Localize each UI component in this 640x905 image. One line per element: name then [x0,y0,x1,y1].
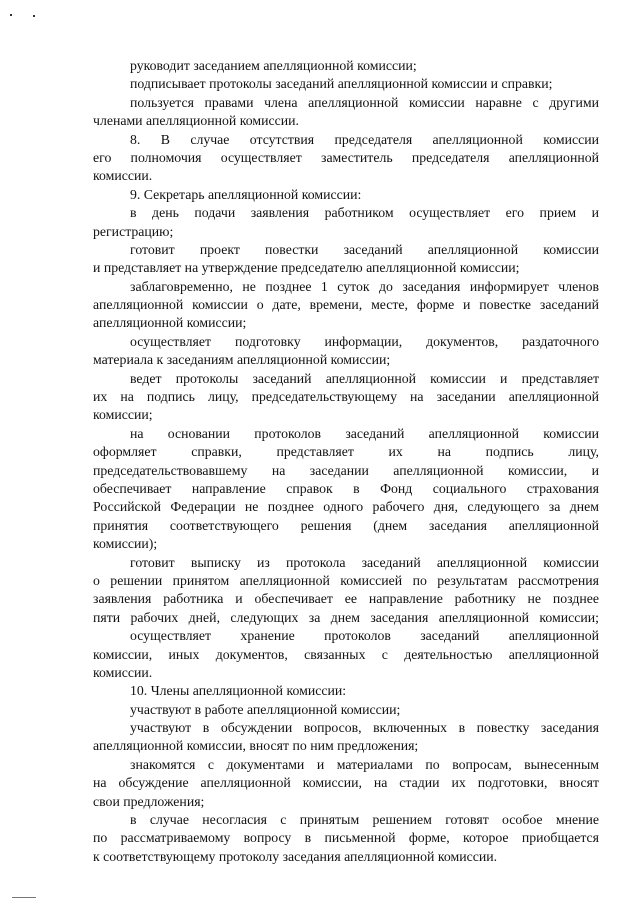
text-line: оформляет справки, представляет их на подпись лицу, [93,444,599,460]
text-line: регистрацию; [93,223,174,239]
paragraph [93,554,599,628]
paragraph [93,811,599,866]
paragraph [93,627,599,682]
text-line: участвуют в обсуждении вопросов, включенных в повестку заседания [130,720,599,736]
text-line: пяти рабочих дней, следующих за днем заседания апелляционной комиссии; [93,609,599,625]
text-line: заявления работника и обеспечивает ее направление работнику не позднее [93,591,599,607]
text-line: к соответствующему протоколу заседания апелляционной комиссии. [93,848,498,864]
text-line: и представляет на утверждение председателю апелляционной комиссии; [93,260,520,276]
document-page [93,57,599,866]
text-line: апелляционной комиссии; [93,315,247,331]
paragraph [93,241,599,278]
text-line: осуществляет подготовку информации, документов, раздаточного [130,333,599,349]
scan-speck [12,897,36,898]
paragraph [93,75,599,93]
paragraph [93,131,599,186]
text-line: руководит заседанием апелляционной комиссии; [130,58,417,73]
paragraph [93,682,599,700]
text-line: апелляционной комиссии о дате, времени, месте, форме и повестке заседаний [93,297,599,313]
paragraph [93,425,599,554]
text-line: комиссии, иных документов, связанных с деятельностью апелляционной [93,646,599,662]
text-line: 10. Члены апелляционной комиссии: [130,683,347,699]
text-line: на основании протоколов заседаний апелляционной комиссии [130,425,599,441]
scan-speck [10,14,12,16]
text-line: осуществляет хранение протоколов заседаний апелляционной [130,628,599,644]
text-line: в день подачи заявления работником осуществляет его прием и [130,205,599,221]
text-line: в случае несогласия с принятым решением готовят особое мнение [130,812,599,828]
text-line: материала к заседаниям апелляционной комиссии; [93,352,391,368]
paragraph [93,719,599,756]
text-line: комиссии; [93,407,153,423]
text-line: ведет протоколы заседаний апелляционной комиссии и представляет [130,370,599,386]
text-line: заблаговременно, не позднее 1 суток до заседания информирует членов [130,278,599,294]
paragraph [93,701,599,719]
text-line: комиссии. [93,664,153,680]
paragraph [93,57,599,75]
text-line: 9. Секретарь апелляционной комиссии: [130,186,362,202]
paragraph [93,278,599,333]
text-line: обеспечивает направление справок в Фонд социального страхования [93,480,599,496]
text-line: их на подпись лицу, председательствующему на заседании апелляционной [93,389,599,405]
text-line: готовит выписку из протокола заседаний апелляционной комиссии [130,554,599,570]
text-line: 8. В случае отсутствия председателя апелляционной комиссии [130,131,599,147]
text-line: Российской Федерации не позднее одного рабочего дня, следующего за днем [93,499,599,515]
text-line: апелляционной комиссии, вносят по ним предложения; [93,738,419,754]
paragraph [93,204,599,241]
text-line: по рассматриваемому вопросу в письменной форме, которое приобщается [93,830,599,846]
text-line: знакомятся с документами и материалами по вопросам, вынесенным [130,756,599,772]
paragraph [93,756,599,811]
text-line: председательствовавшему на заседании апелляционной комиссии, и [93,462,599,478]
text-line: о решении принятом апелляционной комиссией по результатам рассмотрения [93,572,599,588]
text-line: участвуют в работе апелляционной комиссии; [130,701,401,717]
text-line: принятия соответствующего решения (днем заседания апелляционной [93,517,599,533]
text-line: членами апелляционной комиссии. [93,113,299,129]
text-line: комиссии. [93,168,153,184]
text-line: свои предложения; [93,793,205,809]
scan-speck [33,15,35,17]
text-line: на обсуждение апелляционной комиссии, на стадии их подготовки, вносят [93,775,599,791]
text-line: комиссии); [93,536,158,552]
paragraph [93,94,599,131]
text-line: подписывает протоколы заседаний апелляционной комиссии и справки; [130,76,553,92]
paragraph [93,186,599,204]
paragraph [93,333,599,370]
text-line: готовит проект повестки заседаний апелляционной комиссии [130,241,599,257]
paragraph [93,370,599,425]
text-line: пользуется правами члена апелляционной комиссии наравне с другими [130,94,599,110]
text-line: его полномочия осуществляет заместитель председателя апелляционной [93,149,599,165]
